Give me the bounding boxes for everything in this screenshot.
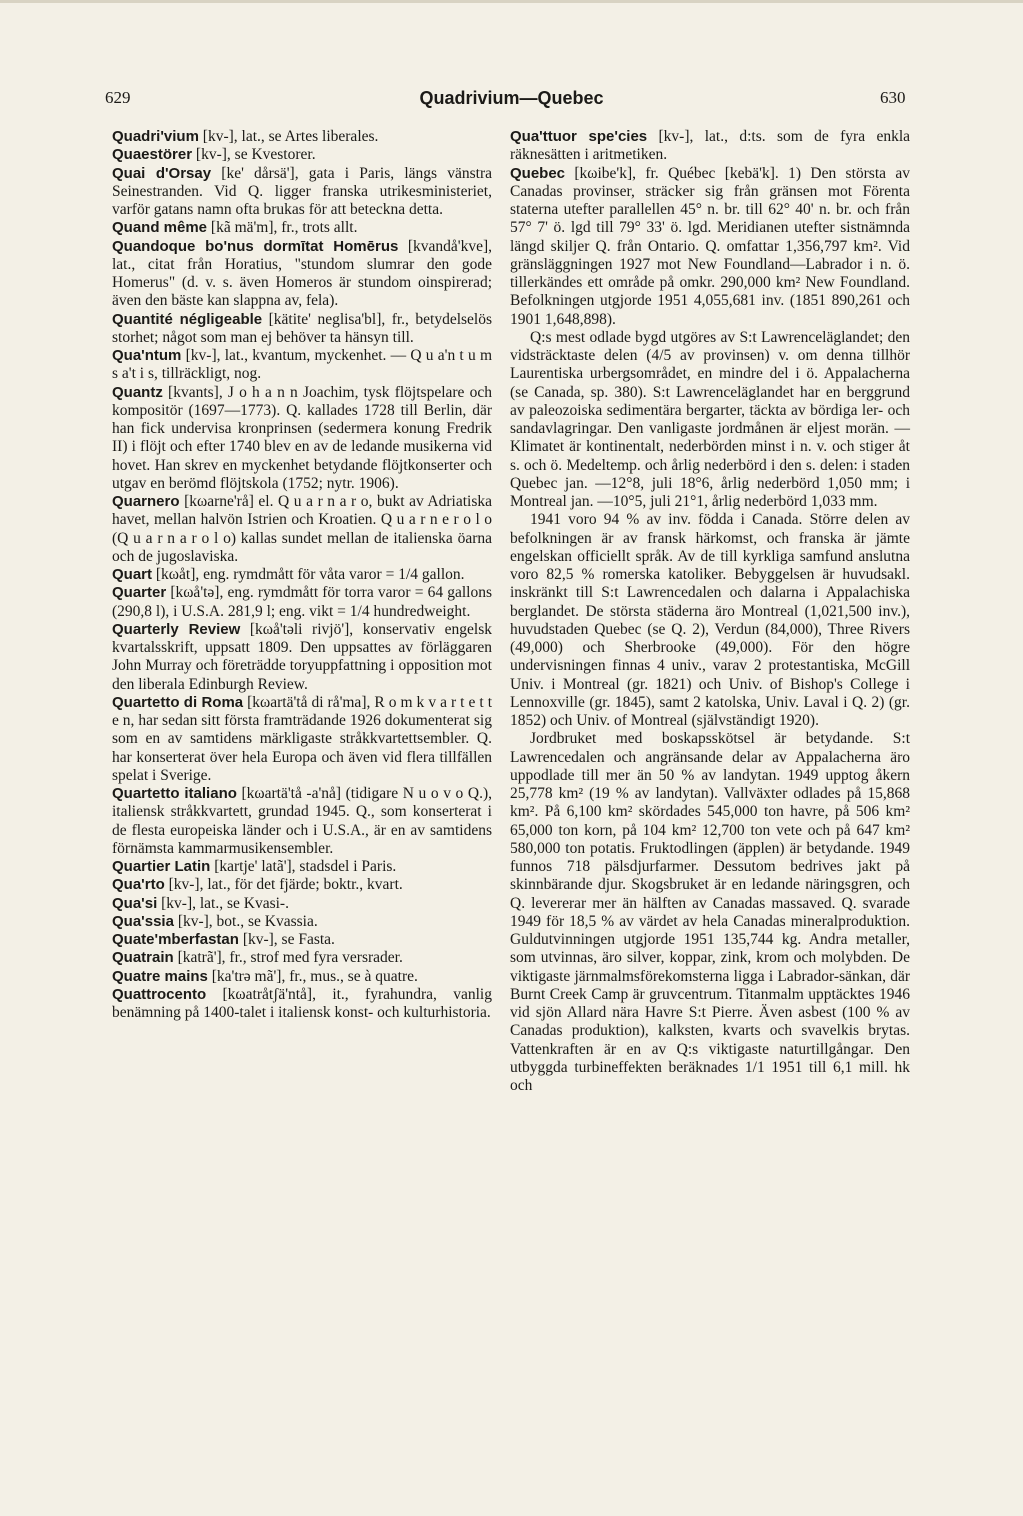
entry-definition: [ke' dårsä'], gata i Paris, längs vänstra Seinestranden. Vid Q. ligger franska utrikesministeriet, varför gatans namn ofta brukas för att beteckna detta. <box>112 164 492 218</box>
entry-headword: Qua'ttuor spe'cies <box>510 128 648 145</box>
entry-definition: [kätite' neglisa'bl], fr., betydelselös storhet; något som man ej behöver ta hänsyn till. <box>112 310 493 346</box>
dictionary-entry <box>112 621 492 694</box>
page-number-left: 629 <box>105 88 131 107</box>
entry-headword: Quadri'vium <box>112 128 199 145</box>
entry-definition: [ka'trə mã'], fr., mus., se à quatre. <box>207 967 418 985</box>
entry-definition: [kartje' latã'], stadsdel i Paris. <box>210 858 397 875</box>
entry-headword: Quebec <box>510 164 566 182</box>
entry-definition: [kv-], lat., kvantum, myckenhet. — Q u a'n t u m s a't i s, tillräckligt, nog. <box>112 347 492 383</box>
dictionary-entry <box>112 584 492 621</box>
entry-definition: [kωå'tə], eng. rymdmått för torra varor = 64 gallons (290,8 l), i U.S.A. 281,9 l; eng. vikt = 1/4 hundredweight. <box>112 584 492 620</box>
entry-headword: Quartetto italiano <box>112 785 237 802</box>
entry-definition: [kωå'təli rivjö'], konservativ engelsk kvartalsskrift, uppsatt 1809. Den uppsattes av förläggaren John Murray och företrädde toryuppfattning i opposition mot den liberala Edinburgh Review. <box>112 620 492 693</box>
dictionary-entry <box>112 311 492 348</box>
paragraph: Jordbruket med boskapsskötsel är betydande. S:t Lawrencedalen och angränsande delar av Appalacherna äro uppodlade till mer än 50 % av landytan. 1949 upptog åkern 25,778 km² (19 % av landytan). Vallväxter odlades på 15,868 km². På 6,100 km² skördades 545,000 ton havre, på 506 km² 65,000 ton korn, på 104 km² 12,700 ton vete och på 647 km² 580,000 ton potatis. Fruktodlingen (äpplen) är betydande. 1949 funnos 718 pälsdjurfarmer. Dessutom bedrives jakt på skinnbärande djur. Skogsbruket är en ledande näringsgren, och Q. levererar mer än hälften av Canadas massaved. Q. svarade 1949 för 18,5 % av värdet av hela Canadas mineralproduktion. Guldutvinningen utgjorde 1951 135,744 kg. Andra metaller, som utvinnas, äro silver, koppar, zink, krom och molybden. De viktigaste järnmalmsförekomsterna ligga i Labrador-sänkan, där Burnt Creek Camp är gruvcentrum. Titanmalm upptäcktes 1946 vid sjön Allard nära Havre S:t Pierre. Även asbest (100 % av Canadas produktion), kalksten, kvarts och svavelkis brytas. Vattenkraften är en av Q:s viktigaste naturtillgångar. Den utbyggda turbineffekten beräknades 1/1 1951 till 6,1 mill. hk och <box>510 730 910 1094</box>
entry-headword: Quart <box>112 566 153 583</box>
dictionary-entry <box>112 895 492 913</box>
entry-definition: [kωibe'k], fr. Québec [kebä'k]. 1) Den största av Canadas provinser, sträcker sig från gränsen mot Förenta staterna utefter parallellen 45° n. br. till 62° 40' n. br. och från 57° 7' ö. lgd till 79° 33' ö. lgd. Meridianen utefter sistnämnda längd skiljer Q. från Ontario. Q. omfattar 1,356,797 km². Vid gränsläggningen 1927 mot New Foundland—Labrador i n. ö. tillerkändes ett område på omkr. 290,000 km² New Foundland. Befolkningen utgjorde 1951 4,055,681 inv. (1851 890,261 och 1901 1,648,898). <box>510 164 910 328</box>
entry-headword: Quarter <box>112 584 167 602</box>
entry-definition: [kωartä'tå -a'nå] (tidigare N u o v o Q.), italiensk stråkkvartett, grundad 1945. Q., som konserterat i de flesta europeiska länder och i U.S.A., är en av samtidens förnämsta kammarmusikensembler. <box>112 785 492 857</box>
left-column <box>112 128 492 1022</box>
entry-headword: Qua'ssia <box>112 912 174 930</box>
dictionary-entry <box>112 566 492 584</box>
dictionary-entry <box>112 785 492 858</box>
paragraph: Q:s mest odlade bygd utgöres av S:t Lawrenceläglandet; den vidsträcktaste delen (4/5 av provinsen) v. om denna tillhör Laurentiska urbergsområdet, en mindre del i ö. Appalacherna (se Canada, sp. 380). S:t Lawrenceläglandet har en berggrund av paleozoiska sedimentära bergarter, täckta av bördiga ler- och sandavlagringar. Den vanligaste jordmånen är eljest morän. — Klimatet är kontinentalt, nederbörden minst i n. v. och stiger åt s. och ö. Medeltemp. och årlig nederbörd i den s. delen: i staden Quebec jan. —12°8, juli 18°6, årlig nederbörd 1,050 mm; i Montreal jan. —10°5, juli 21°1, årlig nederbörd 1,033 mm. <box>510 328 910 510</box>
entry-headword: Quantz <box>112 383 163 401</box>
dictionary-entry <box>112 493 492 566</box>
dictionary-entry <box>112 146 492 164</box>
dictionary-entry <box>510 165 910 329</box>
entry-definition: [kωåt], eng. rymdmått för våta varor = 1/4 gallon. <box>152 566 465 583</box>
dictionary-entry <box>112 219 492 237</box>
dictionary-entry <box>112 694 492 785</box>
running-head <box>0 88 1023 112</box>
dictionary-entry <box>112 913 492 931</box>
entry-headword: Quantité négligeable <box>112 310 263 328</box>
scan-edge <box>0 0 1023 3</box>
page-number-right: 630 <box>880 88 906 107</box>
dictionary-entry <box>112 858 492 876</box>
entry-definition: [kv-], lat., d:ts. som de fyra enkla räknesätten i aritmetiken. <box>510 128 911 164</box>
entry-headword: Quandoque bo'nus dormītat Homērus <box>112 237 399 255</box>
dictionary-entry <box>510 128 910 165</box>
entry-headword: Quartetto di Roma <box>112 693 244 711</box>
entry-definition: [katrã'], fr., strof med fyra versrader. <box>173 949 403 967</box>
page-title: Quadrivium—Quebec <box>419 88 604 108</box>
dictionary-entry <box>112 949 492 967</box>
entry-definition: [kã mä'm], fr., trots allt. <box>207 219 358 237</box>
entry-headword: Quate'mberfastan <box>112 931 239 948</box>
entry-headword: Quarterly Review <box>112 620 241 638</box>
entry-headword: Qua'si <box>112 894 158 912</box>
entry-headword: Qua'ntum <box>112 347 182 364</box>
entry-definition: [kωartä'tå di rå'ma], R o m k v a r t e t t e n, har sedan sitt första framträdande 1926 dokumenterat sig som en av samtidens märkligaste stråkkvartettsembler. Q. har konserterat över hela Europa och även vid flera tillfällen spelat i Sverige. <box>112 693 492 784</box>
right-column <box>510 128 910 1095</box>
entry-definition: [kv-], lat., se Artes liberales. <box>198 128 379 145</box>
entry-headword: Quattrocento <box>112 985 207 1003</box>
dictionary-entry <box>112 384 492 494</box>
entry-headword: Quai d'Orsay <box>112 164 212 182</box>
entry-definition: [kv-], lat., se Kvasi-. <box>157 894 289 912</box>
entry-definition: [kωatråtʃä'ntå], it., fyrahundra, vanlig benämning på 1400-talet i italiensk konst- och kulturhistoria. <box>112 985 492 1021</box>
dictionary-entry <box>112 931 492 949</box>
entry-definition: [kv-], bot., se Kvassia. <box>173 912 318 930</box>
entry-headword: Qua'rto <box>112 876 165 894</box>
entry-headword: Quaestörer <box>112 146 193 164</box>
entry-definition: [kv-], se Fasta. <box>238 931 335 948</box>
entry-definition: [kvandå'kve], lat., citat från Horatius, "stundom slumrar den gode Homerus" (d. v. s. även Homeros är stundom oinspirerad; även den bäste kan slappna av, fela). <box>112 237 492 310</box>
entry-headword: Quarnero <box>112 493 180 510</box>
entry-definition: [kωarne'rå] el. Q u a r n a r o, bukt av Adriatiska havet, mellan halvön Istrien och Kroatien. Q u a r n e r o l o (Q u a r n a r o l o) kallas sundet mellan de italienska öarna och de jugoslaviska. <box>112 493 492 565</box>
entry-headword: Quand même <box>112 219 208 237</box>
dictionary-entry <box>112 876 492 894</box>
dictionary-entry <box>112 968 492 986</box>
dictionary-entry <box>112 128 492 146</box>
dictionary-entry <box>112 347 492 384</box>
entry-headword: Quatre mains <box>112 967 208 985</box>
entry-definition: [kv-], se Kvestorer. <box>192 146 316 164</box>
entry-headword: Quartier Latin <box>112 858 211 875</box>
dictionary-entry <box>112 238 492 311</box>
paragraph: 1941 voro 94 % av inv. födda i Canada. Större delen av befolkningen är av fransk härkomst, och franska är jämte engelskan officiellt språk. Av de till kyrkliga samfund anslutna voro 82,5 % romerska katoliker. Bebyggelsen är huvudsakl. inskränkt till S:t Lawrencedalen och dalarna i Appalachiska berglandet. De största städerna äro Montreal (1,021,500 inv.), huvudstaden Quebec (se Q. 2), Verdun (84,000), Three Rivers (49,000) och Sherbrooke (49,000). För den högre undervisningen finnas 4 univ., varav 2 protestantiska, McGill Univ. i Montreal (gr. 1821) och Univ. of Bishop's College i Lennoxville (gr. 1845), samt 2 katolska, Univ. Laval i Q. 2) (gr. 1852) och Univ. of Montreal (självständigt 1920). <box>510 511 910 729</box>
dictionary-entry <box>112 165 492 220</box>
entry-definition: [kv-], lat., för det fjärde; boktr., kvart. <box>164 876 403 894</box>
entry-headword: Quatrain <box>112 949 174 967</box>
entry-definition: [kvants], J o h a n n Joachim, tysk flöjtspelare och kompositör (1697—1773). Q. kallades 1728 till Berlin, där han fick undervisa kronprinsen (sedermera konung Fredrik II) i flöjt och efter 1740 blev en av de ledande musikerna vid hovet. Han skrev en myckenhet betydande flöjtkonserter och utgav en berömd flöjtskola (1752; nytr. 1906). <box>112 383 492 492</box>
dictionary-entry <box>112 986 492 1023</box>
